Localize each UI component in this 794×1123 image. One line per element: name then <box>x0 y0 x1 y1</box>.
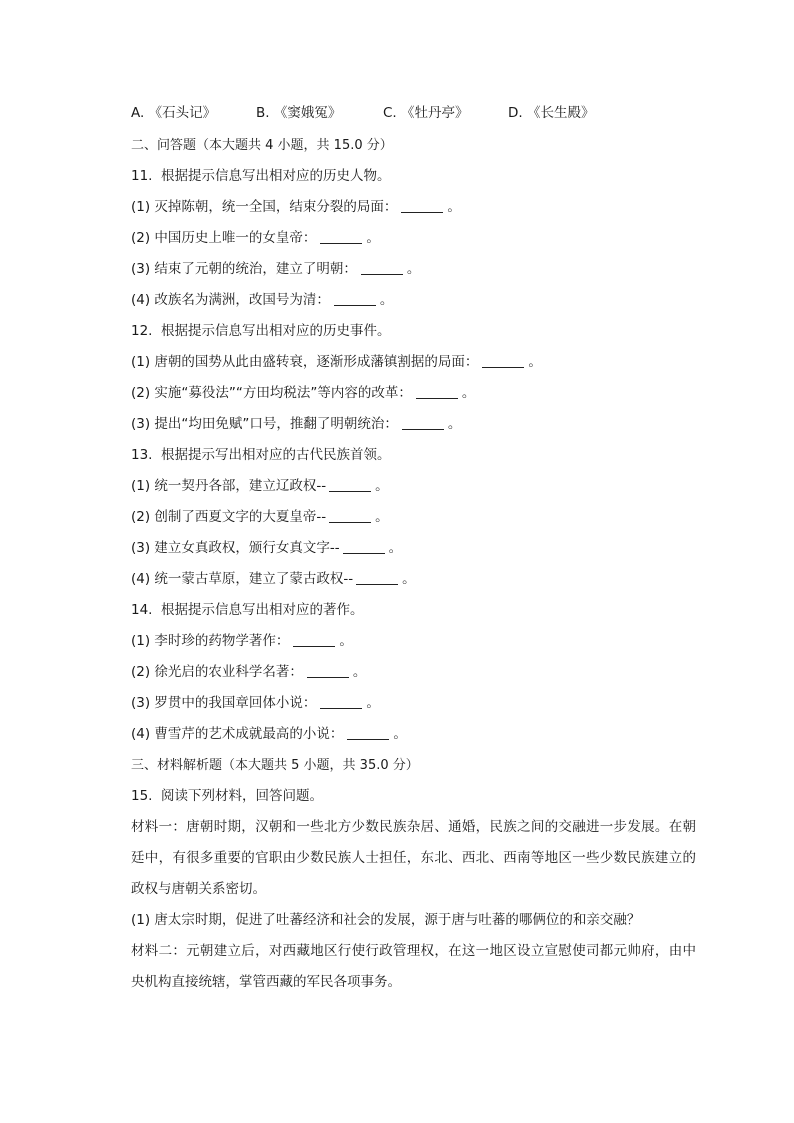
q13-item-1 <box>131 471 696 502</box>
answer-blank[interactable] <box>329 508 371 523</box>
answer-blank[interactable] <box>482 353 524 368</box>
page-content <box>131 100 696 998</box>
period: 。 <box>375 509 389 525</box>
answer-blank[interactable] <box>356 570 398 585</box>
q14-item-1 <box>131 626 696 657</box>
answer-blank[interactable] <box>320 694 362 709</box>
item-text: (3) 结束了元朝的统治，建立了明朝： <box>131 261 357 277</box>
period: 。 <box>388 540 403 556</box>
answer-blank[interactable] <box>293 632 335 647</box>
period: 。 <box>447 416 462 432</box>
q13-item-4 <box>131 564 696 595</box>
q14-item-3 <box>131 688 696 719</box>
answer-blank[interactable] <box>343 539 385 554</box>
question-14 <box>131 595 696 626</box>
item-text: (1) 李时珍的药物学著作： <box>131 633 290 649</box>
q13-item-3 <box>131 533 696 564</box>
period: 。 <box>379 292 394 308</box>
answer-blank[interactable] <box>320 229 362 244</box>
option-d[interactable]: D. 《长生殿》 <box>508 105 595 121</box>
q11-item-3 <box>131 254 696 285</box>
answer-blank[interactable] <box>329 477 371 492</box>
q14-item-2 <box>131 657 696 688</box>
period: 。 <box>402 571 416 587</box>
question-stem: 阅读下列材料，回答问题。 <box>161 788 323 804</box>
item-text: (4) 统一蒙古草原，建立了蒙古政权-- <box>131 571 354 587</box>
answer-blank[interactable] <box>416 384 458 399</box>
period: 。 <box>447 199 461 215</box>
answer-blank[interactable] <box>361 260 403 275</box>
item-text: (1) 唐朝的国势从此由盛转衰，逐渐形成藩镇割据的局面： <box>131 354 479 370</box>
item-text: (4) 改族名为满洲，改国号为清： <box>131 292 330 308</box>
question-stem: 根据提示信息写出相对应的著作。 <box>161 602 364 618</box>
answer-blank[interactable] <box>334 291 376 306</box>
question-11 <box>131 161 696 192</box>
q15-sub-1: (1) 唐太宗时期，促进了吐蕃经济和社会的发展，源于唐与吐蕃的哪俩位的和亲交融？ <box>131 912 641 928</box>
answer-blank[interactable] <box>401 198 443 213</box>
q14-item-4 <box>131 719 696 750</box>
question-12 <box>131 316 696 347</box>
item-text: (2) 创制了西夏文字的大夏皇帝-- <box>131 509 327 525</box>
period: 。 <box>366 230 380 246</box>
q11-item-4 <box>131 285 696 316</box>
item-text: (2) 中国历史上唯一的女皇帝： <box>131 230 317 246</box>
item-text: (3) 罗贯中的我国章回体小说： <box>131 695 317 711</box>
question-stem: 根据提示信息写出相对应的历史人物。 <box>161 168 391 184</box>
q12-item-3 <box>131 409 696 440</box>
item-text: (2) 徐光启的农业科学名著： <box>131 664 303 680</box>
period: 。 <box>375 478 389 494</box>
answer-blank[interactable] <box>402 415 444 430</box>
answer-blank[interactable] <box>347 725 389 740</box>
answer-blank[interactable] <box>307 663 349 678</box>
answer-options <box>131 100 696 126</box>
q13-item-2 <box>131 502 696 533</box>
option-c[interactable]: C. 《牡丹亭》 <box>383 105 469 121</box>
option-a[interactable]: A. 《石头记》 <box>131 105 217 121</box>
item-text: (3) 提出“均田免赋”口号，推翻了明朝统治： <box>131 416 398 432</box>
question-15 <box>131 781 696 812</box>
material-1: 材料一：唐朝时期，汉朝和一些北方少数民族杂居、通婚，民族之间的交融进一步发展。在朝廷中，有很多重要的官职由少数民族人士担任，东北、西北、西南等地区一些少数民族建立的政权与唐朝关系密切。 <box>131 819 696 897</box>
section-heading-2: 二、问答题（本大题共 4 小题，共 15.0 分） <box>131 138 393 153</box>
period: 。 <box>461 385 476 401</box>
period: 。 <box>528 354 542 370</box>
period: 。 <box>366 695 380 711</box>
q12-item-1 <box>131 347 696 378</box>
period: 。 <box>352 664 367 680</box>
material-2: 材料二：元朝建立后，对西藏地区行使行政管理权，在这一地区设立宣慰使司都元帅府，由中央机构直接统辖，掌管西藏的军民各项事务。 <box>131 943 696 990</box>
item-text: (3) 建立女真政权，颁行女真文字-- <box>131 540 340 556</box>
item-text: (2) 实施“募役法”“方田均税法”等内容的改革： <box>131 385 412 401</box>
question-stem: 根据提示信息写出相对应的历史事件。 <box>161 323 391 339</box>
period: 。 <box>393 726 407 742</box>
item-text: (4) 曹雪芹的艺术成就最高的小说： <box>131 726 344 742</box>
question-stem: 根据提示写出相对应的古代民族首领。 <box>161 447 391 463</box>
q12-item-2 <box>131 378 696 409</box>
question-number: 11. <box>131 168 153 184</box>
option-b[interactable]: B. 《窦娥冤》 <box>256 105 342 121</box>
question-number: 15. <box>131 788 153 804</box>
q11-item-1 <box>131 192 696 223</box>
q11-item-2 <box>131 223 696 254</box>
question-number: 14. <box>131 602 153 618</box>
question-number: 12. <box>131 323 153 339</box>
item-text: (1) 统一契丹各部，建立辽政权-- <box>131 478 327 494</box>
item-text: (1) 灭掉陈朝，统一全国，结束分裂的局面： <box>131 199 398 215</box>
question-13 <box>131 440 696 471</box>
section-heading-3: 三、材料解析题（本大题共 5 小题，共 35.0 分） <box>131 758 419 773</box>
period: 。 <box>406 261 421 277</box>
period: 。 <box>339 633 353 649</box>
question-number: 13. <box>131 447 153 463</box>
